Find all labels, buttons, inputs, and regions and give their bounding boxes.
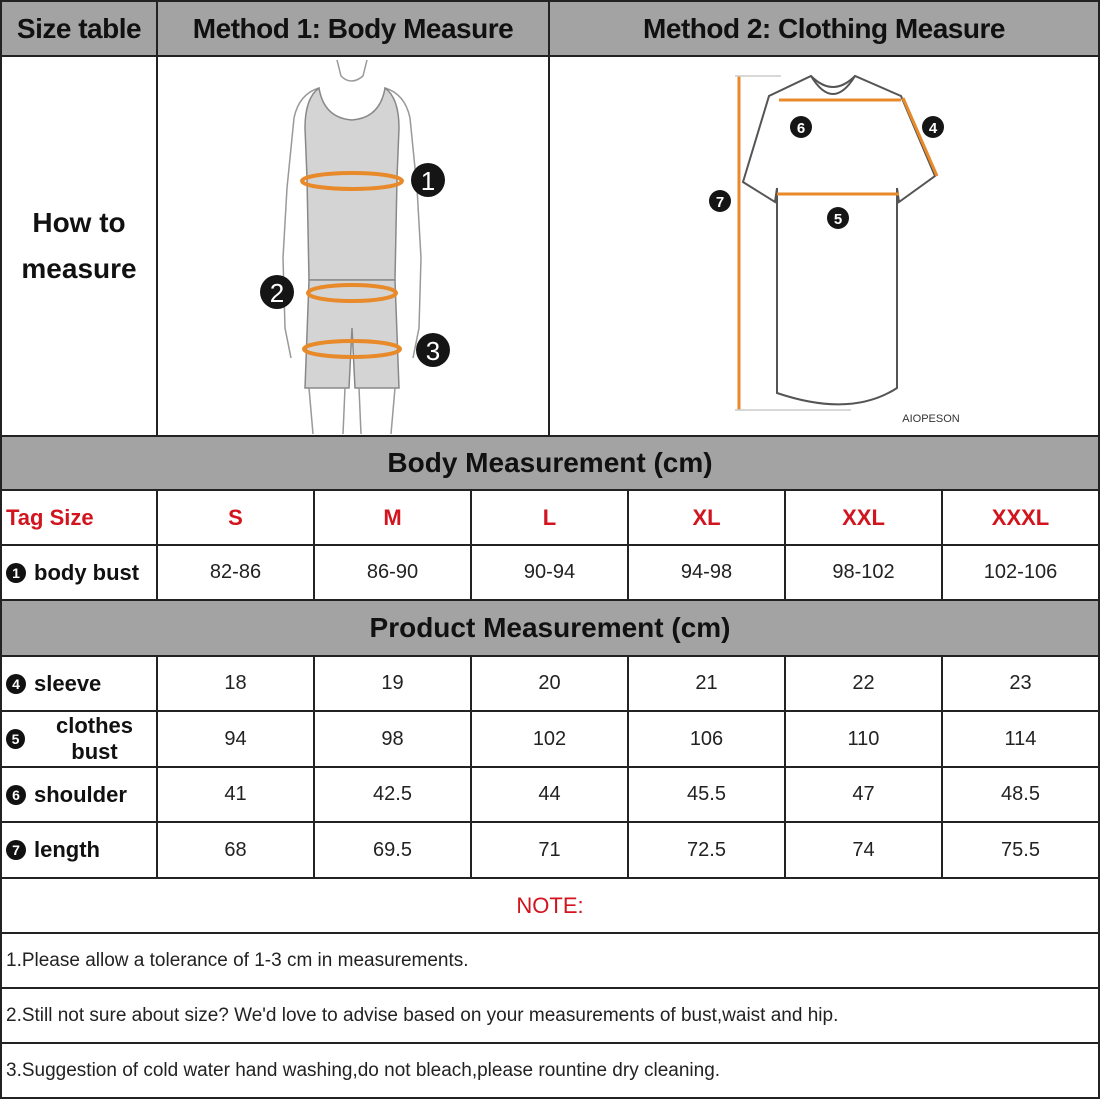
value-cell: 86-90 bbox=[315, 546, 472, 601]
row-label-text: length bbox=[34, 837, 100, 862]
row-label bbox=[0, 712, 158, 768]
brand-label: AIOPESON bbox=[902, 413, 960, 425]
how-to-line2: measure bbox=[21, 253, 137, 284]
value-cell: 114 bbox=[943, 712, 1100, 768]
row-label-text: shoulder bbox=[34, 781, 127, 807]
product-measurement-band bbox=[0, 601, 1100, 657]
value-cell: 44 bbox=[472, 768, 629, 823]
value-cell: 20 bbox=[472, 657, 629, 712]
value-cell: 48.5 bbox=[943, 768, 1100, 823]
body-measurement-band bbox=[0, 437, 1100, 491]
value-cell: 71 bbox=[472, 823, 629, 879]
number-badge: 6 bbox=[6, 785, 26, 805]
value-cell: 72.5 bbox=[629, 823, 786, 879]
tag-size-row bbox=[0, 491, 1100, 546]
table-row bbox=[0, 823, 1100, 879]
note-line: 2.Still not sure about size? We'd love to advise based on your measurements of bust,waist and hip. bbox=[0, 989, 1100, 1044]
note-row bbox=[0, 989, 1100, 1044]
shirt-marker-4: 4 bbox=[928, 120, 938, 137]
value-cell: 90-94 bbox=[472, 546, 629, 601]
header-method-2: Method 2: Clothing Measure bbox=[550, 2, 1100, 57]
row-label-text: sleeve bbox=[34, 670, 102, 696]
value-cell: 42.5 bbox=[315, 768, 472, 823]
value-cell: 98 bbox=[315, 712, 472, 768]
value-cell: 69.5 bbox=[315, 823, 472, 879]
table-row bbox=[0, 546, 1100, 601]
diagram-row bbox=[0, 57, 1100, 437]
value-cell: 18 bbox=[158, 657, 315, 712]
shirt-marker-5: 5 bbox=[833, 211, 843, 228]
number-badge: 7 bbox=[6, 840, 26, 860]
number-badge: 1 bbox=[6, 563, 26, 583]
table-row bbox=[0, 657, 1100, 712]
value-cell: 19 bbox=[315, 657, 472, 712]
size-xl: XL bbox=[629, 491, 786, 546]
number-badge: 4 bbox=[6, 674, 26, 694]
shirt-marker-6: 6 bbox=[796, 120, 806, 137]
body-marker-3: 3 bbox=[425, 336, 441, 366]
row-label bbox=[0, 823, 158, 879]
value-cell: 106 bbox=[629, 712, 786, 768]
value-cell: 68 bbox=[158, 823, 315, 879]
row-label bbox=[0, 657, 158, 712]
value-cell: 75.5 bbox=[943, 823, 1100, 879]
table-row bbox=[0, 768, 1100, 823]
size-xxl: XXL bbox=[786, 491, 943, 546]
value-cell: 102-106 bbox=[943, 546, 1100, 601]
value-cell: 82-86 bbox=[158, 546, 315, 601]
header-method-1: Method 1: Body Measure bbox=[158, 2, 550, 57]
body-diagram-cell bbox=[158, 57, 550, 437]
body-marker-2: 2 bbox=[269, 278, 285, 308]
tag-size-label: Tag Size bbox=[0, 491, 158, 546]
note-title: NOTE: bbox=[0, 879, 1100, 934]
product-measurement-title: Product Measurement (cm) bbox=[0, 601, 1100, 657]
value-cell: 22 bbox=[786, 657, 943, 712]
row-label-text: body bust bbox=[34, 559, 140, 585]
value-cell: 47 bbox=[786, 768, 943, 823]
note-row bbox=[0, 934, 1100, 989]
body-marker-1: 1 bbox=[420, 166, 436, 196]
value-cell: 23 bbox=[943, 657, 1100, 712]
value-cell: 102 bbox=[472, 712, 629, 768]
size-m: M bbox=[315, 491, 472, 546]
value-cell: 45.5 bbox=[629, 768, 786, 823]
value-cell: 98-102 bbox=[786, 546, 943, 601]
number-badge: 5 bbox=[6, 729, 25, 749]
note-title-row bbox=[0, 879, 1100, 934]
size-l: L bbox=[472, 491, 629, 546]
header-size-table: Size table bbox=[0, 2, 158, 57]
note-line: 1.Please allow a tolerance of 1-3 cm in measurements. bbox=[0, 934, 1100, 989]
table-row bbox=[0, 712, 1100, 768]
shirt-diagram-cell bbox=[550, 57, 1100, 437]
value-cell: 41 bbox=[158, 768, 315, 823]
value-cell: 94 bbox=[158, 712, 315, 768]
size-xxxl: XXXL bbox=[943, 491, 1100, 546]
how-to-measure bbox=[0, 57, 158, 437]
size-s: S bbox=[158, 491, 315, 546]
tshirt-figure-icon bbox=[551, 58, 1097, 434]
row-label bbox=[0, 546, 158, 601]
row-label bbox=[0, 768, 158, 823]
value-cell: 21 bbox=[629, 657, 786, 712]
value-cell: 94-98 bbox=[629, 546, 786, 601]
note-row bbox=[0, 1044, 1100, 1099]
value-cell: 74 bbox=[786, 823, 943, 879]
header-row bbox=[0, 0, 1100, 57]
row-label-text: clothes bust bbox=[55, 713, 133, 764]
body-figure-icon bbox=[159, 58, 547, 434]
value-cell: 110 bbox=[786, 712, 943, 768]
shirt-marker-7: 7 bbox=[715, 194, 725, 211]
note-line: 3.Suggestion of cold water hand washing,do not bleach,please rountine dry cleaning. bbox=[0, 1044, 1100, 1099]
how-to-line1: How to bbox=[32, 207, 126, 238]
body-measurement-title: Body Measurement (cm) bbox=[0, 437, 1100, 491]
